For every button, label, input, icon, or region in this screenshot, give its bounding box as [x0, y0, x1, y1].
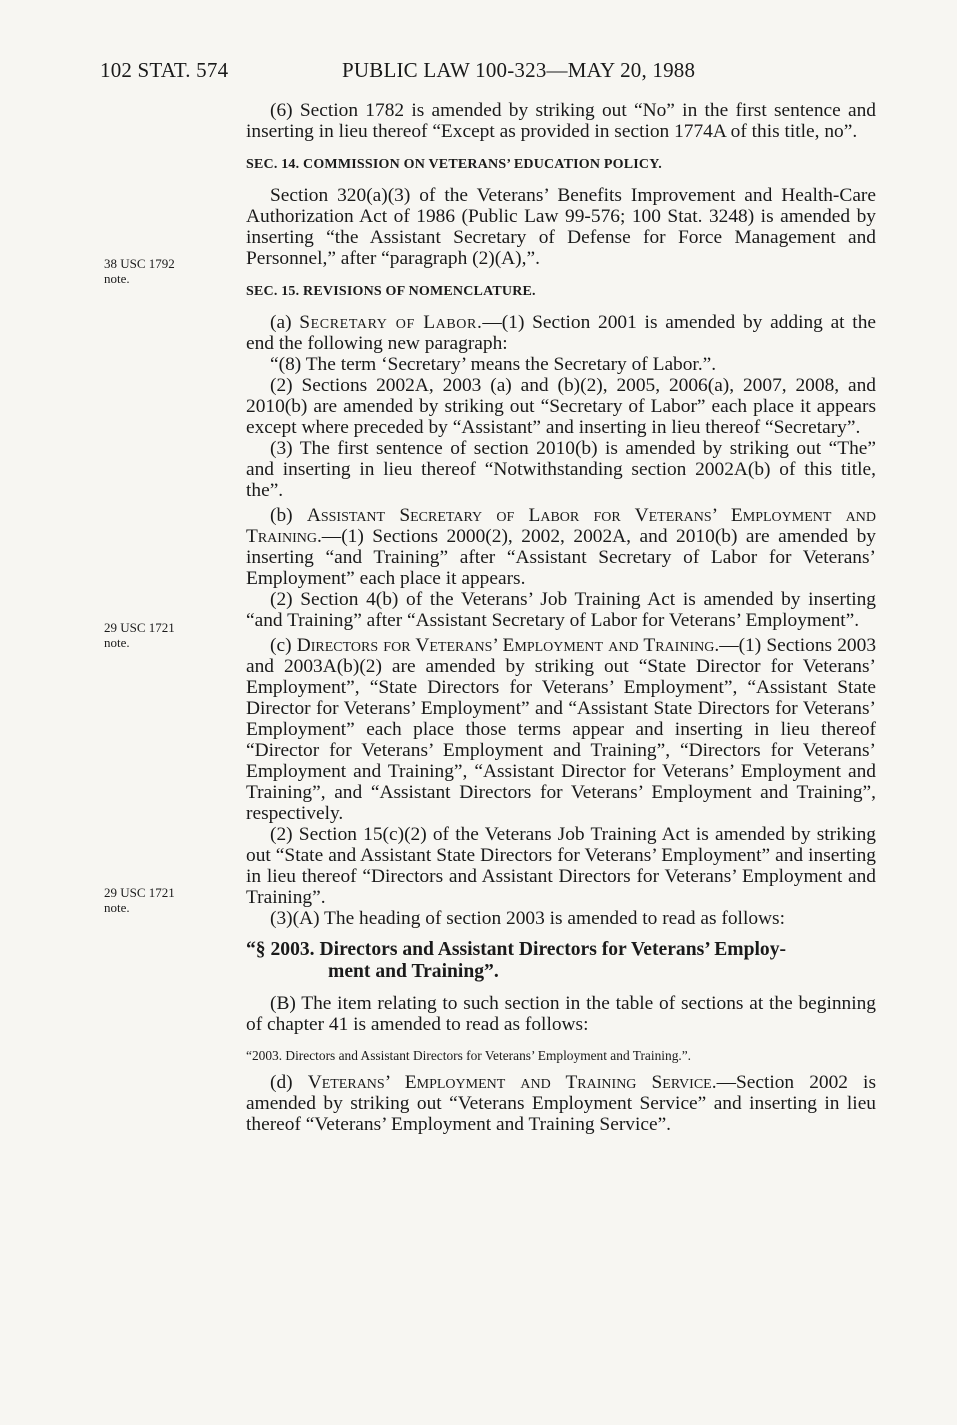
subsection-b-label: (b) [270, 505, 307, 526]
subsection-a [246, 312, 876, 354]
subsection-a-2: (2) Sections 2002A, 2003 (a) and (b)(2), 2005, 2006(a), 2007, 2008, and 2010(b) are amended by striking out “Secretary of Labor” each place it appears except where preceded by “Assistant” and inserting in lieu thereof “Secretary”. [246, 375, 876, 438]
subsection-c-3b: (B) The item relating to such section in the table of sections at the beginning of chapter 41 is amended to read as follows: [246, 993, 876, 1035]
margin-note-line: 38 USC 1792 [104, 256, 175, 271]
margin-note-29-usc-1721-b [104, 885, 214, 915]
section-2003-heading-line1: “§ 2003. Directors and Assistant Directors for Veterans’ Employ- [246, 939, 787, 960]
section-2003-heading-line2: ment and Training”. [328, 961, 499, 982]
margin-note-line: note. [104, 635, 130, 650]
subsection-d-text: —Section 2002 is amended by striking out “Veterans Employment Service” and inserting in lieu thereof “Veterans’ Employment and Training Service”. [246, 1072, 876, 1135]
subsection-d-title: Veterans’ Employment and Training Service. [307, 1072, 717, 1093]
margin-note-line: 29 USC 1721 [104, 620, 175, 635]
subsection-a-label: (a) [270, 312, 300, 333]
stat-page-number: 102 STAT. 574 [100, 58, 229, 82]
paragraph-6: (6) Section 1782 is amended by striking out “No” in the first sentence and inserting in lieu thereof “Except as provided in section 1774A of this title, no”. [246, 100, 876, 142]
section-2003-new-heading [246, 939, 876, 983]
subsection-b-2: (2) Section 4(b) of the Veterans’ Job Training Act is amended by inserting “and Training” after “Assistant Secretary of Labor for Veterans’ Employment”. [246, 589, 876, 631]
margin-note-29-usc-1721-a [104, 620, 214, 650]
quoted-paragraph-8: “(8) The term ‘Secretary’ means the Secretary of Labor.”. [270, 354, 717, 375]
section-15-heading: SEC. 15. REVISIONS OF NOMENCLATURE. [246, 284, 536, 299]
subsection-b-title: Assistant Secretary of Labor for Veterans’ Employment and Training. [246, 505, 876, 547]
document-body [246, 100, 876, 1135]
subsection-c-text: —(1) Sections 2003 and 2003A(b)(2) are amended by striking out “State Director for Veterans’ Employment”, “State Directors for Veterans’ Employment”, “Assistant State Director for Veterans’ Employment” and “Assistant State Directors for Veterans’ Employment” each place those terms appear and inserting in lieu thereof “Director for Veterans’ Employment and Training”, “Directors for Veterans’ Employment and Training”, “Assistant Director for Veterans’ Employment and Training”, and “Assistant Directors for Veterans’ Employment and Training”, respectively. [246, 635, 877, 824]
margin-note-line: note. [104, 271, 130, 286]
subsection-d-label: (d) [270, 1072, 308, 1093]
margin-note-38-usc-1792 [104, 256, 214, 286]
subsection-c [246, 635, 876, 824]
subsection-a-text: —(1) Section 2001 is amended by adding at the end the following new paragraph: [246, 312, 876, 354]
subsection-c-label: (c) [270, 635, 297, 656]
subsection-b [246, 505, 876, 589]
section-14-heading: SEC. 14. COMMISSION ON VETERANS’ EDUCATION POLICY. [246, 157, 662, 172]
section-14-text: Section 320(a)(3) of the Veterans’ Benefits Improvement and Health-Care Authorization Act of 1986 (Public Law 99-576; 100 Stat. 3248) is amended by inserting “the Assistant Secretary of Defense for Force Management and Personnel,” after “paragraph (2)(A),”. [246, 185, 876, 269]
table-of-sections-item: “2003. Directors and Assistant Directors for Veterans’ Employment and Training.”. [246, 1048, 692, 1063]
public-law-title: PUBLIC LAW 100-323—MAY 20, 1988 [342, 58, 696, 82]
subsection-c-3a: (3)(A) The heading of section 2003 is amended to read as follows: [270, 908, 785, 929]
subsection-a-3: (3) The first sentence of section 2010(b) is amended by striking out “The” and inserting in lieu thereof “Notwithstanding section 2002A(b) of this title, the”. [246, 438, 876, 501]
subsection-b-text: —(1) Sections 2000(2), 2002, 2002A, and 2010(b) are amended by inserting “and Training” after “Assistant Secretary of Labor for Veterans’ Employment” each place it appears. [246, 526, 876, 589]
subsection-c-2: (2) Section 15(c)(2) of the Veterans Job Training Act is amended by striking out “State and Assistant State Directors for Veterans’ Employment” and inserting in lieu thereof “Directors and Assistant Directors for Veterans’ Employment and Training”. [246, 824, 876, 908]
subsection-d [246, 1072, 876, 1135]
margin-note-line: note. [104, 900, 130, 915]
subsection-c-title: Directors for Veterans’ Employment and Training. [296, 635, 720, 656]
margin-note-line: 29 USC 1721 [104, 885, 175, 900]
subsection-a-title: Secretary of Labor. [299, 312, 483, 333]
